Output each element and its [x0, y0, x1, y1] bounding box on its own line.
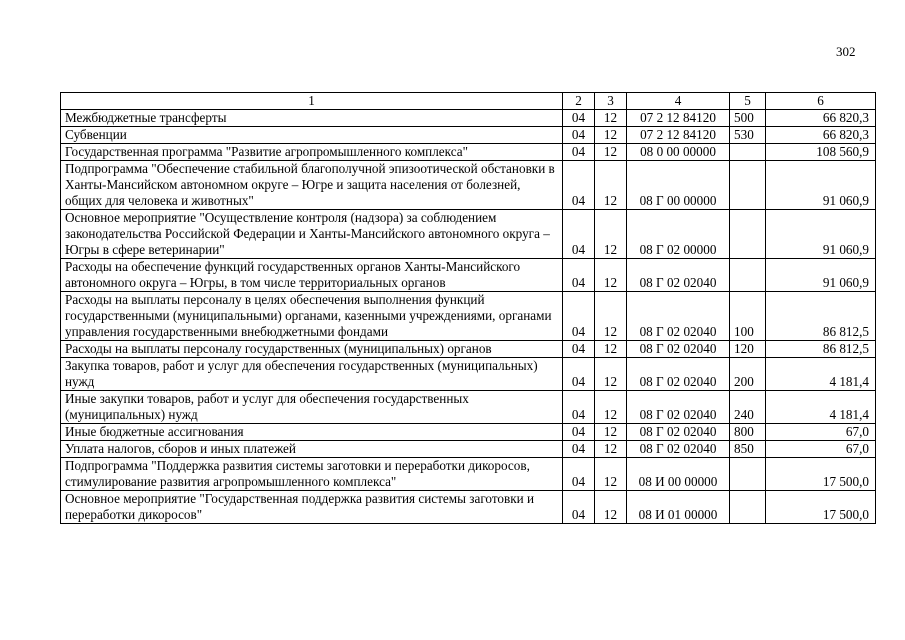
row-expense-type — [730, 161, 766, 210]
row-amount: 86 812,5 — [766, 341, 876, 358]
table-row — [61, 144, 876, 161]
row-target-code: 08 И 01 00000 — [627, 491, 730, 524]
row-name: Иные закупки товаров, работ и услуг для обеспечения государственных (муниципальных) нужд — [61, 391, 563, 424]
row-section: 04 — [563, 292, 595, 341]
row-target-code: 07 2 12 84120 — [627, 110, 730, 127]
row-amount: 108 560,9 — [766, 144, 876, 161]
row-subsection: 12 — [595, 110, 627, 127]
row-expense-type: 530 — [730, 127, 766, 144]
header-cell: 3 — [595, 93, 627, 110]
table-row — [61, 292, 876, 341]
row-amount: 67,0 — [766, 424, 876, 441]
table-row — [61, 458, 876, 491]
row-expense-type: 500 — [730, 110, 766, 127]
row-subsection: 12 — [595, 144, 627, 161]
row-subsection: 12 — [595, 358, 627, 391]
row-target-code: 08 0 00 00000 — [627, 144, 730, 161]
row-target-code: 07 2 12 84120 — [627, 127, 730, 144]
row-section: 04 — [563, 458, 595, 491]
row-subsection: 12 — [595, 210, 627, 259]
row-subsection: 12 — [595, 391, 627, 424]
row-expense-type — [730, 491, 766, 524]
row-name: Расходы на выплаты персоналу государственных (муниципальных) органов — [61, 341, 563, 358]
header-cell: 4 — [627, 93, 730, 110]
row-section: 04 — [563, 259, 595, 292]
row-amount: 91 060,9 — [766, 259, 876, 292]
table-row — [61, 259, 876, 292]
row-target-code: 08 Г 02 02040 — [627, 441, 730, 458]
row-target-code: 08 Г 02 00000 — [627, 210, 730, 259]
table-row — [61, 491, 876, 524]
table-row — [61, 161, 876, 210]
table-row — [61, 341, 876, 358]
row-subsection: 12 — [595, 259, 627, 292]
row-name: Основное мероприятие "Осуществление контроля (надзора) за соблюдением законодательства Российской Федерации и Ханты-Мансийского автономного округа – Югры в сфере ветеринарии" — [61, 210, 563, 259]
row-expense-type: 850 — [730, 441, 766, 458]
row-section: 04 — [563, 110, 595, 127]
row-subsection: 12 — [595, 161, 627, 210]
table-row — [61, 127, 876, 144]
row-section: 04 — [563, 144, 595, 161]
row-amount: 91 060,9 — [766, 161, 876, 210]
row-name: Расходы на выплаты персоналу в целях обеспечения выполнения функций государственными (муниципальными) органами, казенными учреждениями, органами управления государственными внебюджетными фондами — [61, 292, 563, 341]
table-header-row — [61, 93, 876, 110]
row-subsection: 12 — [595, 292, 627, 341]
row-expense-type — [730, 259, 766, 292]
row-target-code: 08 Г 02 02040 — [627, 259, 730, 292]
row-target-code: 08 Г 02 02040 — [627, 292, 730, 341]
table-row — [61, 441, 876, 458]
row-target-code: 08 Г 02 02040 — [627, 341, 730, 358]
header-cell: 6 — [766, 93, 876, 110]
row-target-code: 08 Г 00 00000 — [627, 161, 730, 210]
row-subsection: 12 — [595, 341, 627, 358]
row-amount: 17 500,0 — [766, 491, 876, 524]
row-name: Государственная программа "Развитие агропромышленного комплекса" — [61, 144, 563, 161]
row-expense-type: 120 — [730, 341, 766, 358]
row-expense-type: 100 — [730, 292, 766, 341]
row-expense-type — [730, 210, 766, 259]
row-name: Закупка товаров, работ и услуг для обеспечения государственных (муниципальных) нужд — [61, 358, 563, 391]
row-name: Расходы на обеспечение функций государственных органов Ханты-Мансийского автономного округа – Югры, в том числе территориальных органов — [61, 259, 563, 292]
header-cell: 2 — [563, 93, 595, 110]
row-expense-type: 240 — [730, 391, 766, 424]
row-name: Основное мероприятие "Государственная поддержка развития системы заготовки и переработки дикоросов" — [61, 491, 563, 524]
row-amount: 4 181,4 — [766, 358, 876, 391]
row-subsection: 12 — [595, 424, 627, 441]
row-target-code: 08 Г 02 02040 — [627, 391, 730, 424]
row-name: Подпрограмма "Обеспечение стабильной благополучной эпизоотической обстановки в Ханты-Мансийском автономном округе – Югре и защита населения от болезней, общих для человека и животных" — [61, 161, 563, 210]
row-section: 04 — [563, 491, 595, 524]
row-subsection: 12 — [595, 127, 627, 144]
row-expense-type — [730, 144, 766, 161]
row-subsection: 12 — [595, 458, 627, 491]
header-cell: 1 — [61, 93, 563, 110]
row-amount: 91 060,9 — [766, 210, 876, 259]
row-amount: 66 820,3 — [766, 127, 876, 144]
row-expense-type: 800 — [730, 424, 766, 441]
row-name: Субвенции — [61, 127, 563, 144]
row-section: 04 — [563, 424, 595, 441]
table-row — [61, 358, 876, 391]
row-amount: 66 820,3 — [766, 110, 876, 127]
row-section: 04 — [563, 358, 595, 391]
row-amount: 67,0 — [766, 441, 876, 458]
row-amount: 17 500,0 — [766, 458, 876, 491]
budget-table — [60, 92, 876, 524]
row-section: 04 — [563, 341, 595, 358]
row-name: Подпрограмма "Поддержка развития системы заготовки и переработки дикоросов, стимулирование развития агропромышленного комплекса" — [61, 458, 563, 491]
table-row — [61, 110, 876, 127]
row-target-code: 08 Г 02 02040 — [627, 424, 730, 441]
row-subsection: 12 — [595, 491, 627, 524]
row-name: Иные бюджетные ассигнования — [61, 424, 563, 441]
row-amount: 86 812,5 — [766, 292, 876, 341]
row-section: 04 — [563, 210, 595, 259]
row-expense-type — [730, 458, 766, 491]
row-section: 04 — [563, 127, 595, 144]
table-row — [61, 391, 876, 424]
page-number: 302 — [836, 44, 856, 59]
table-row — [61, 210, 876, 259]
row-name: Межбюджетные трансферты — [61, 110, 563, 127]
row-section: 04 — [563, 391, 595, 424]
header-cell: 5 — [730, 93, 766, 110]
row-subsection: 12 — [595, 441, 627, 458]
row-name: Уплата налогов, сборов и иных платежей — [61, 441, 563, 458]
row-target-code: 08 И 00 00000 — [627, 458, 730, 491]
row-section: 04 — [563, 161, 595, 210]
table-row — [61, 424, 876, 441]
row-target-code: 08 Г 02 02040 — [627, 358, 730, 391]
row-expense-type: 200 — [730, 358, 766, 391]
row-section: 04 — [563, 441, 595, 458]
row-amount: 4 181,4 — [766, 391, 876, 424]
